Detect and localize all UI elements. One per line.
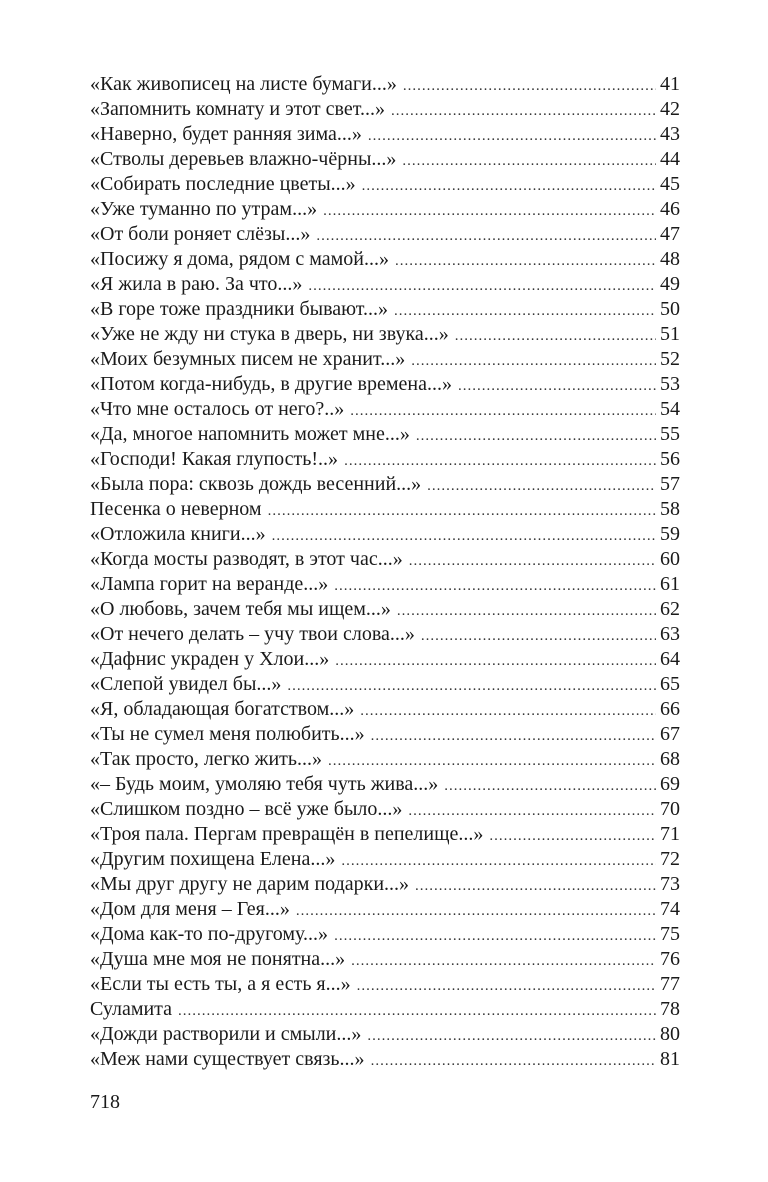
toc-entry-title: Суламита xyxy=(90,998,173,1020)
dot-leader xyxy=(397,599,656,624)
toc-entry-page: 66 xyxy=(660,698,680,720)
toc-entry xyxy=(90,1022,680,1047)
toc-entry-page: 58 xyxy=(660,498,680,520)
toc-entry-page: 61 xyxy=(660,573,680,595)
dot-leader xyxy=(341,849,656,874)
toc-entry xyxy=(90,472,680,497)
toc-entry-page: 68 xyxy=(660,748,680,770)
dot-leader xyxy=(335,649,656,674)
dot-leader xyxy=(351,949,656,974)
toc-entry-page: 62 xyxy=(660,598,680,620)
toc-entry-page: 73 xyxy=(660,873,680,895)
toc-entry-page: 70 xyxy=(660,798,680,820)
dot-leader xyxy=(357,974,656,999)
dot-leader xyxy=(395,249,656,274)
dot-leader xyxy=(371,1049,656,1074)
dot-leader xyxy=(416,424,656,449)
toc-entry xyxy=(90,372,680,397)
toc-entry xyxy=(90,847,680,872)
toc-entry-page: 47 xyxy=(660,223,680,245)
toc-entry-title: «Собирать последние цветы...» xyxy=(90,173,356,195)
toc-entry-title: «Что мне осталось от него?..» xyxy=(90,398,345,420)
toc-entry-title: «Посижу я дома, рядом с мамой...» xyxy=(90,248,390,270)
toc-entry-title: «Наверно, будет ранняя зима...» xyxy=(90,123,362,145)
dot-leader xyxy=(371,724,656,749)
dot-leader xyxy=(360,699,656,724)
dot-leader xyxy=(344,449,656,474)
toc-entry-page: 45 xyxy=(660,173,680,195)
toc-entry-title: «Уже туманно по утрам...» xyxy=(90,198,318,220)
toc-entry xyxy=(90,247,680,272)
toc-entry-title: «Душа мне моя не понятна...» xyxy=(90,948,346,970)
toc-entry xyxy=(90,722,680,747)
dot-leader xyxy=(178,999,656,1024)
toc-entry-page: 64 xyxy=(660,648,680,670)
toc-entry xyxy=(90,647,680,672)
dot-leader xyxy=(455,324,656,349)
dot-leader xyxy=(427,474,656,499)
toc-entry-title: «От нечего делать – учу твои слова...» xyxy=(90,623,415,645)
toc-entry-title: «Стволы деревьев влажно-чёрны...» xyxy=(90,148,397,170)
toc-entry xyxy=(90,397,680,422)
toc-entry-page: 65 xyxy=(660,673,680,695)
dot-leader xyxy=(368,124,656,149)
dot-leader xyxy=(287,674,656,699)
toc-entry-page: 43 xyxy=(660,123,680,145)
toc-entry xyxy=(90,997,680,1022)
toc-entry-title: «Слепой увидел бы...» xyxy=(90,673,282,695)
toc-entry-page: 55 xyxy=(660,423,680,445)
toc-entry-page: 75 xyxy=(660,923,680,945)
toc-entry-page: 46 xyxy=(660,198,680,220)
toc-entry-page: 42 xyxy=(660,98,680,120)
toc-entry xyxy=(90,597,680,622)
dot-leader xyxy=(328,749,656,774)
toc-entry xyxy=(90,747,680,772)
dot-leader xyxy=(411,349,656,374)
dot-leader xyxy=(367,1024,656,1049)
toc-entry xyxy=(90,297,680,322)
toc-entry-page: 60 xyxy=(660,548,680,570)
toc-entry-page: 69 xyxy=(660,773,680,795)
toc-entry xyxy=(90,922,680,947)
toc-entry-title: «Я жила в раю. За что...» xyxy=(90,273,303,295)
toc-entry xyxy=(90,772,680,797)
dot-leader xyxy=(415,874,656,899)
toc-entry-title: «Запомнить комнату и этот свет...» xyxy=(90,98,385,120)
dot-leader xyxy=(316,224,656,249)
toc-entry xyxy=(90,822,680,847)
dot-leader xyxy=(272,524,656,549)
toc-entry-page: 50 xyxy=(660,298,680,320)
toc-entry-title: «Другим похищена Елена...» xyxy=(90,848,336,870)
toc-entry-page: 76 xyxy=(660,948,680,970)
toc-entry-page: 44 xyxy=(660,148,680,170)
dot-leader xyxy=(308,274,656,299)
dot-leader xyxy=(296,899,656,924)
toc-entry-title: «Мы друг другу не дарим подарки...» xyxy=(90,873,410,895)
toc-entry-page: 51 xyxy=(660,323,680,345)
toc-entry-title: «Я, обладающая богатством...» xyxy=(90,698,355,720)
toc-entry-page: 57 xyxy=(660,473,680,495)
toc-entry-page: 59 xyxy=(660,523,680,545)
toc-entry xyxy=(90,972,680,997)
toc-entry xyxy=(90,222,680,247)
toc-entry-title: «О любовь, зачем тебя мы ищем...» xyxy=(90,598,391,620)
toc-entry xyxy=(90,797,680,822)
dot-leader xyxy=(268,499,656,524)
toc-entry-title: «Дом для меня – Гея...» xyxy=(90,898,290,920)
toc-entry xyxy=(90,1047,680,1072)
dot-leader xyxy=(334,924,656,949)
toc-entry xyxy=(90,697,680,722)
dot-leader xyxy=(394,299,656,324)
dot-leader xyxy=(350,399,656,424)
dot-leader xyxy=(444,774,656,799)
toc-entry-page: 71 xyxy=(660,823,680,845)
toc-entry-title: «Дафнис украден у Хлои...» xyxy=(90,648,330,670)
toc-entry-title: «Если ты есть ты, а я есть я...» xyxy=(90,973,351,995)
toc-entry-title: «– Будь моим, умоляю тебя чуть жива...» xyxy=(90,773,439,795)
toc-entry-page: 74 xyxy=(660,898,680,920)
toc-entry-page: 77 xyxy=(660,973,680,995)
toc-entry-page: 48 xyxy=(660,248,680,270)
toc-entry xyxy=(90,172,680,197)
toc-entry-title: «Троя пала. Пергам превращён в пепелище...» xyxy=(90,823,484,845)
toc-entry xyxy=(90,622,680,647)
toc-entry-title: «От боли роняет слёзы...» xyxy=(90,223,311,245)
toc-entry-title: Песенка о неверном xyxy=(90,498,262,520)
toc-entry-title: «Дома как-то по-другому...» xyxy=(90,923,329,945)
toc-entry xyxy=(90,97,680,122)
toc-entry-title: «Ты не сумел меня полюбить...» xyxy=(90,723,365,745)
dot-leader xyxy=(334,574,656,599)
table-of-contents xyxy=(90,72,680,1072)
toc-entry-page: 54 xyxy=(660,398,680,420)
dot-leader xyxy=(408,799,656,824)
toc-entry-title: «Была пора: сквозь дождь весенний...» xyxy=(90,473,422,495)
toc-entry-page: 49 xyxy=(660,273,680,295)
toc-entry-page: 81 xyxy=(660,1048,680,1070)
toc-entry-title: «Слишком поздно – всё уже было...» xyxy=(90,798,403,820)
toc-entry-page: 80 xyxy=(660,1023,680,1045)
toc-entry-title: «Когда мосты разводят, в этот час...» xyxy=(90,548,403,570)
toc-entry-title: «Как живописец на листе бумаги...» xyxy=(90,73,397,95)
toc-entry-page: 56 xyxy=(660,448,680,470)
toc-entry xyxy=(90,322,680,347)
toc-entry-page: 52 xyxy=(660,348,680,370)
page-number: 718 xyxy=(90,1091,120,1113)
toc-entry xyxy=(90,122,680,147)
toc-entry xyxy=(90,522,680,547)
toc-entry-title: «Господи! Какая глупость!..» xyxy=(90,448,339,470)
toc-entry-title: «Так просто, легко жить...» xyxy=(90,748,323,770)
toc-entry-title: «Уже не жду ни стука в дверь, ни звука...» xyxy=(90,323,449,345)
toc-entry xyxy=(90,872,680,897)
toc-entry-title: «Лампа горит на веранде...» xyxy=(90,573,329,595)
toc-entry xyxy=(90,547,680,572)
dot-leader xyxy=(409,549,656,574)
toc-entry xyxy=(90,147,680,172)
toc-entry-page: 63 xyxy=(660,623,680,645)
toc-entry xyxy=(90,947,680,972)
dot-leader xyxy=(458,374,656,399)
dot-leader xyxy=(489,824,656,849)
toc-entry xyxy=(90,197,680,222)
toc-entry-page: 78 xyxy=(660,998,680,1020)
toc-entry xyxy=(90,497,680,522)
toc-entry xyxy=(90,447,680,472)
dot-leader xyxy=(323,199,656,224)
dot-leader xyxy=(362,174,656,199)
toc-entry-page: 72 xyxy=(660,848,680,870)
toc-entry-title: «Моих безумных писем не хранит...» xyxy=(90,348,406,370)
toc-entry xyxy=(90,272,680,297)
dot-leader xyxy=(421,624,656,649)
dot-leader xyxy=(391,99,656,124)
dot-leader xyxy=(402,149,656,174)
dot-leader xyxy=(403,74,656,99)
toc-entry-title: «Потом когда-нибудь, в другие времена...» xyxy=(90,373,452,395)
toc-entry-title: «Меж нами существует связь...» xyxy=(90,1048,365,1070)
toc-entry-page: 67 xyxy=(660,723,680,745)
toc-entry xyxy=(90,422,680,447)
toc-entry xyxy=(90,897,680,922)
toc-entry xyxy=(90,72,680,97)
toc-entry xyxy=(90,347,680,372)
toc-entry-title: «Дожди растворили и смыли...» xyxy=(90,1023,362,1045)
toc-entry xyxy=(90,672,680,697)
toc-entry-title: «Отложила книги...» xyxy=(90,523,266,545)
toc-entry-title: «Да, многое напомнить может мне...» xyxy=(90,423,410,445)
toc-entry-page: 41 xyxy=(660,73,680,95)
toc-entry xyxy=(90,572,680,597)
toc-entry-title: «В горе тоже праздники бывают...» xyxy=(90,298,389,320)
toc-entry-page: 53 xyxy=(660,373,680,395)
